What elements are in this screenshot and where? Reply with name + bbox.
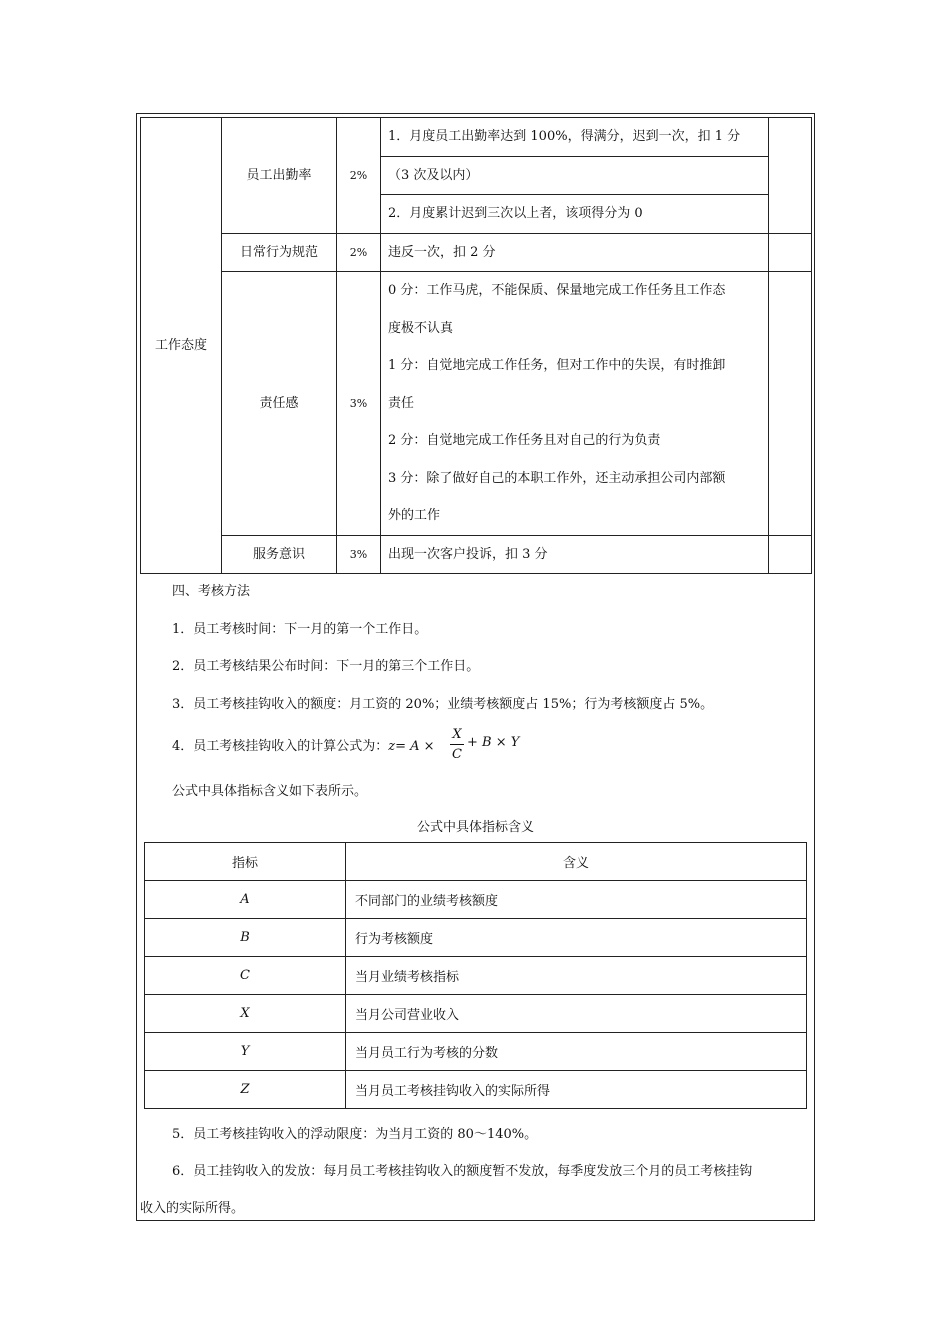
indicator-meaning: 不同部门的业绩考核额度 xyxy=(346,881,807,919)
description-line: 责任 xyxy=(388,395,415,411)
fraction-numerator: X xyxy=(452,727,462,742)
indicator-table xyxy=(144,842,807,1109)
criteria-table xyxy=(140,117,812,574)
column-header: 含义 xyxy=(346,843,807,881)
item-cell: 日常行为规范 xyxy=(222,233,337,272)
table-row xyxy=(141,272,812,536)
weight-cell: 3% xyxy=(337,535,381,574)
paragraph: 3．员工考核挂钩收入的额度：月工资的 20%；业绩考核额度占 15%；行为考核额度占 5%。 xyxy=(172,697,714,712)
section-heading: 四、考核方法 xyxy=(172,584,251,599)
table-row xyxy=(145,995,807,1033)
description-line: 3 分：除了做好自己的本职工作外，还主动承担公司内部额 xyxy=(388,470,726,486)
formula-intro: 4．员工考核挂钩收入的计算公式为： xyxy=(172,739,389,754)
description-line: 1 分：自觉地完成工作任务，但对工作中的失误，有时推卸 xyxy=(388,358,726,373)
indicator-meaning: 当月员工考核挂钩收入的实际所得 xyxy=(346,1071,807,1109)
indicator-meaning: 当月业绩考核指标 xyxy=(346,957,807,995)
formula-right: + B × Y xyxy=(467,735,520,750)
column-header: 指标 xyxy=(145,843,346,881)
table-header-row xyxy=(145,843,807,881)
indicator-symbol: Z xyxy=(145,1071,346,1109)
paragraph: 收入的实际所得。 xyxy=(140,1201,245,1216)
indicator-meaning: 行为考核额度 xyxy=(346,919,807,957)
item-cell: 服务意识 xyxy=(222,535,337,574)
indicator-symbol: B xyxy=(145,919,346,957)
paragraph: 5．员工考核挂钩收入的浮动限度：为当月工资的 80～140%。 xyxy=(172,1127,538,1142)
weight-cell: 2% xyxy=(337,233,381,272)
description-line: 出现一次客户投诉，扣 3 分 xyxy=(381,535,769,574)
description-line: 2 分：自觉地完成工作任务且对自己的行为负责 xyxy=(388,433,661,448)
description-line: 外的工作 xyxy=(388,508,441,523)
table-row xyxy=(141,118,812,157)
paragraph: 1．员工考核时间：下一月的第一个工作日。 xyxy=(172,622,428,637)
description-line: 2．月度累计迟到三次以上者，该项得分为 0 xyxy=(381,195,769,234)
description-line: 度极不认真 xyxy=(388,320,454,336)
formula-left: z= A × xyxy=(388,739,435,754)
paragraph: 2．员工考核结果公布时间：下一月的第三个工作日。 xyxy=(172,659,480,674)
score-cell xyxy=(769,535,812,574)
indicator-symbol: Y xyxy=(145,1033,346,1071)
score-cell xyxy=(769,272,812,536)
fraction-bar xyxy=(450,744,464,745)
paragraph: 公式中具体指标含义如下表所示。 xyxy=(172,784,368,799)
table-row xyxy=(145,957,807,995)
item-cell: 员工出勤率 xyxy=(222,118,337,234)
indicator-symbol: A xyxy=(145,881,346,919)
indicator-symbol: X xyxy=(145,995,346,1033)
formula-paragraph xyxy=(172,735,435,754)
table-row xyxy=(141,233,812,272)
indicator-meaning: 当月员工行为考核的分数 xyxy=(346,1033,807,1071)
score-cell xyxy=(769,233,812,272)
description-line: 1．月度员工出勤率达到 100%，得满分，迟到一次，扣 1 分 xyxy=(381,118,769,157)
description-line: 违反一次，扣 2 分 xyxy=(381,233,769,272)
item-cell: 责任感 xyxy=(222,272,337,536)
paragraph: 6．员工挂钩收入的发放：每月员工考核挂钩收入的额度暂不发放，每季度发放三个月的员工考核挂钩 xyxy=(172,1164,753,1179)
table-row xyxy=(145,1071,807,1109)
description-line: 0 分：工作马虎，不能保质、保量地完成工作任务且工作态 xyxy=(388,283,726,298)
table-row xyxy=(145,881,807,919)
table-row xyxy=(145,1033,807,1071)
score-cell xyxy=(769,118,812,234)
description-line: （3 次及以内） xyxy=(381,156,769,195)
table-caption: 公式中具体指标含义 xyxy=(416,820,534,835)
category-cell: 工作态度 xyxy=(141,118,222,574)
indicator-symbol: C xyxy=(145,957,346,995)
weight-cell: 2% xyxy=(337,118,381,234)
table-row xyxy=(145,919,807,957)
fraction-denominator: C xyxy=(452,747,462,762)
description-block xyxy=(381,272,769,536)
weight-cell: 3% xyxy=(337,272,381,536)
indicator-meaning: 当月公司营业收入 xyxy=(346,995,807,1033)
table-row xyxy=(141,535,812,574)
